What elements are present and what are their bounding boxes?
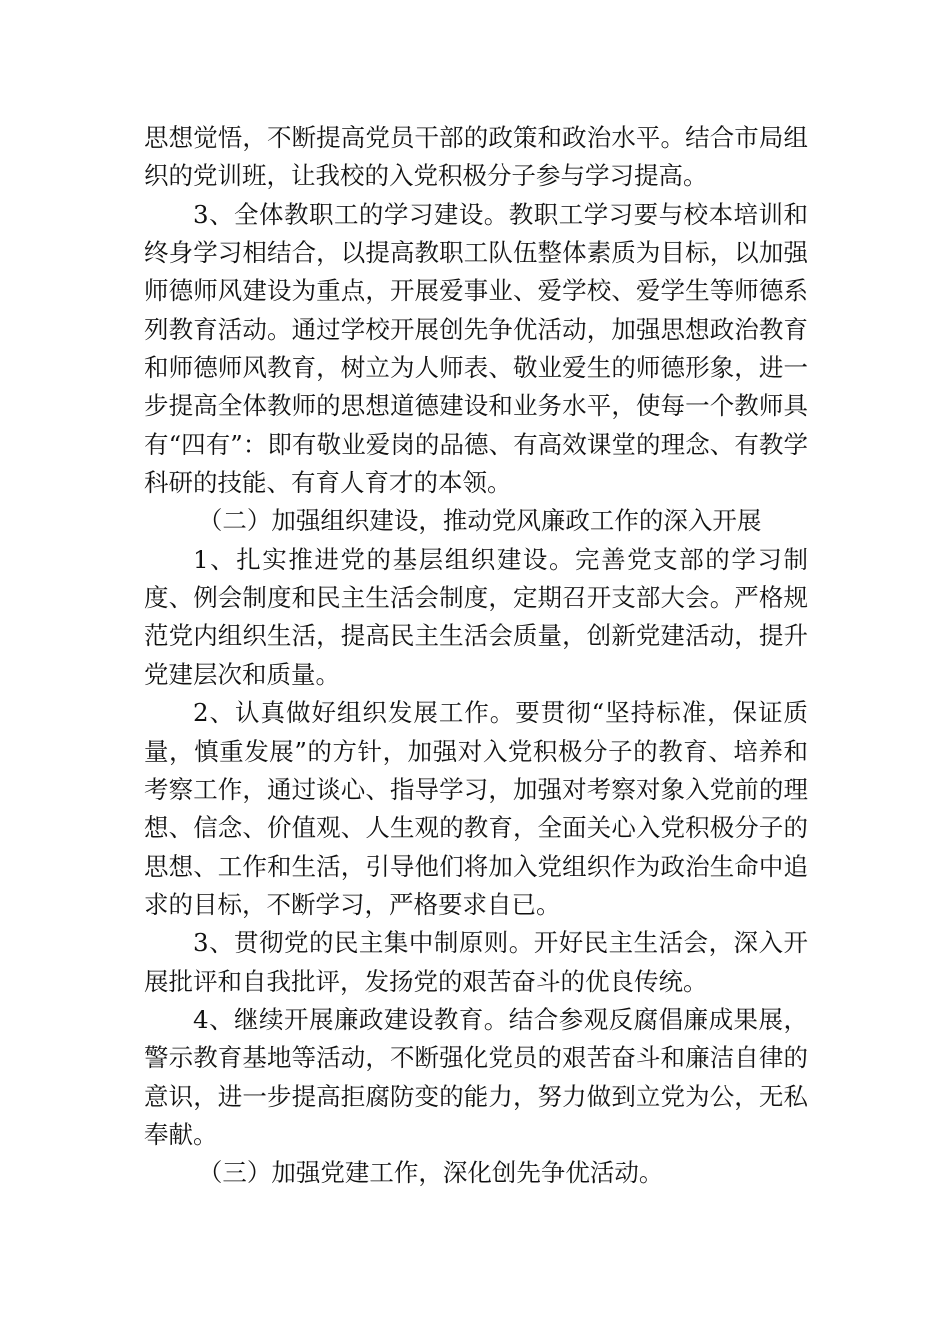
document-body — [144, 119, 808, 1193]
paragraph-democratic-centralism: 3、贯彻党的民主集中制原则。开好民主生活会，深入开展批评和自我批评，发扬党的艰苦奋斗的优良传统。 — [144, 928, 808, 996]
paragraph-staff-study: 3、全体教职工的学习建设。教职工学习要与校本培训和终身学习相结合，以提高教职工队伍整体素质为目标，以加强师德师风建设为重点，开展爱事业、爱学校、爱学生等师德系列教育活动。通过学校开展创先争优活动，加强思想政治教育和师德师风教育，树立为人师表、敬业爱生的师德形象，进一步提高全体教师的思想道德建设和业务水平，使每一个教师具有“四有”：即有敬业爱岗的品德、有高效课堂的理念、有教学科研的技能、有育人育才的本领。 — [144, 199, 808, 498]
paragraph-organization-development: 2、认真做好组织发展工作。要贯彻“坚持标准，保证质量，慎重发展”的方针，加强对入党积极分子的教育、培养和考察工作，通过谈心、指导学习，加强对考察对象入党前的理想、信念、价值观、人生观的教育，全面关心入党积极分子的思想、工作和生活，引导他们将加入党组织作为政治生命中追求的目标，不断学习，严格要求自已。 — [144, 698, 808, 919]
paragraph-continuation: 思想觉悟，不断提高党员干部的政策和政治水平。结合市局组织的党训班，让我校的入党积极分子参与学习提高。 — [144, 123, 808, 191]
paragraph-grassroots-organization: 1、扎实推进党的基层组织建设。完善党支部的学习制度、例会制度和民主生活会制度，定期召开支部大会。严格规范党内组织生活，提高民主生活会质量，创新党建活动，提升党建层次和质量。 — [144, 544, 808, 689]
section-heading-2: （二）加强组织建设，推动党风廉政工作的深入开展 — [197, 506, 762, 536]
paragraph-integrity-education: 4、继续开展廉政建设教育。结合参观反腐倡廉成果展，警示教育基地等活动，不断强化党员的艰苦奋斗和廉洁自律的意识，进一步提高拒腐防变的能力，努力做到立党为公，无私奉献。 — [144, 1004, 808, 1149]
section-heading-3: （三）加强党建工作，深化创先争优活动。 — [197, 1158, 664, 1188]
